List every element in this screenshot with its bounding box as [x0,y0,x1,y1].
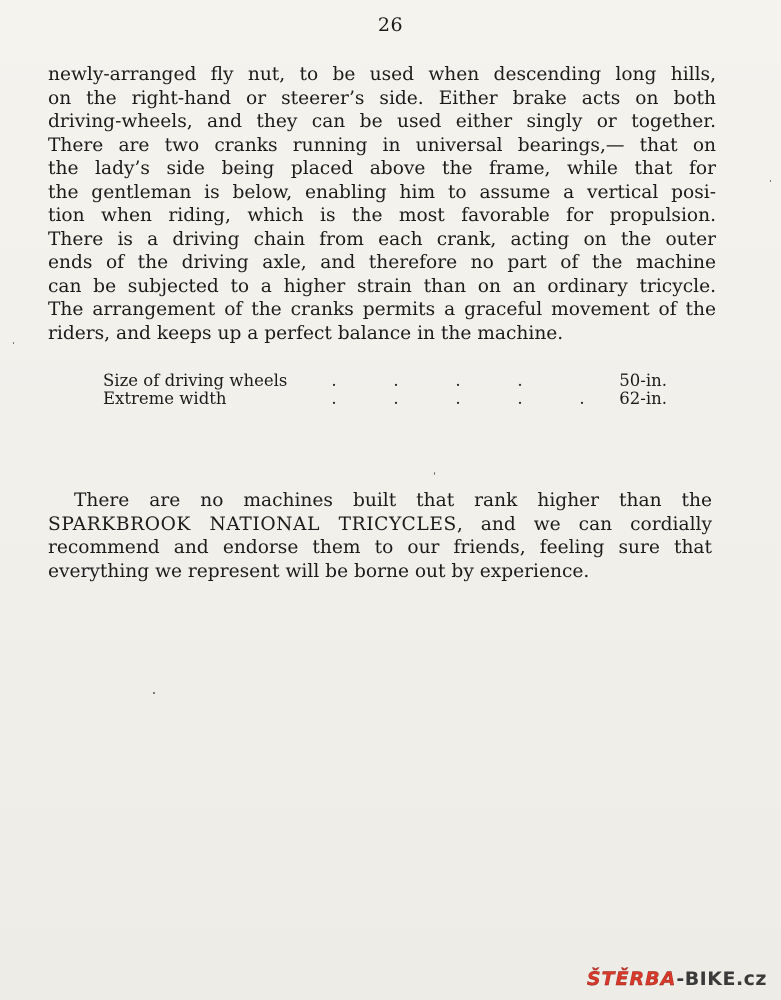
watermark-logo [587,968,767,990]
scan-speck [434,472,435,475]
body-line: There are two cranks running in universal bearings,— that on [48,134,716,156]
product-name: SPARKBROOK NATIONAL TRICYCLES [48,513,457,535]
closing-line: recommend and endorse them to our friends, feeling sure that [48,537,712,558]
body-line: on the right-hand or steerer’s side. Either brake acts on both [48,87,716,109]
spec-label: Extreme width [103,389,227,408]
spec-row [103,372,673,390]
closing-line: There are no machines built that rank higher than the [74,490,712,511]
body-line: the gentleman is below, enabling him to assume a vertical posi- [48,181,716,203]
body-line: The arrangement of the cranks permits a graceful movement of the [48,299,716,320]
specifications-table [103,372,673,408]
watermark-brand: ŠTĚRBA [586,968,677,990]
body-line: can be subjected to a higher strain than on an ordinary tricycle. [48,275,716,297]
body-line: ends of the driving axle, and therefore no part of the machine [48,252,716,273]
spec-value: 62-in. [619,389,667,408]
body-line: driving-wheels, and they can be used either singly or together. [48,111,716,132]
body-line: There is a driving chain from each crank, acting on the outer [48,228,716,250]
closing-line: everything we represent will be borne out by experience. [48,560,590,582]
scan-speck [13,342,14,344]
scan-speck [770,180,771,182]
leader-dots: . . . . [331,371,523,390]
page-number: 26 [377,14,404,36]
closing-paragraph [48,489,712,583]
body-line: the lady’s side being placed above the frame, while that for [48,158,716,179]
body-line: riders, and keeps up a perfect balance in the machine. [48,322,564,344]
body-line: newly-arranged fly nut, to be used when descending long hills, [48,64,716,85]
leader-dots: . . . . . [331,389,585,408]
spec-value: 50-in. [619,371,667,390]
spec-row [103,390,673,408]
scan-speck [153,692,155,694]
spec-label: Size of driving wheels [103,371,288,390]
body-paragraph [48,63,716,345]
closing-line [48,513,712,537]
body-line: tion when riding, which is the most favorable for propulsion. [48,205,716,226]
watermark-suffix: -BIKE.cz [676,968,767,990]
closing-line-rest: , and we can cordially [456,513,712,535]
